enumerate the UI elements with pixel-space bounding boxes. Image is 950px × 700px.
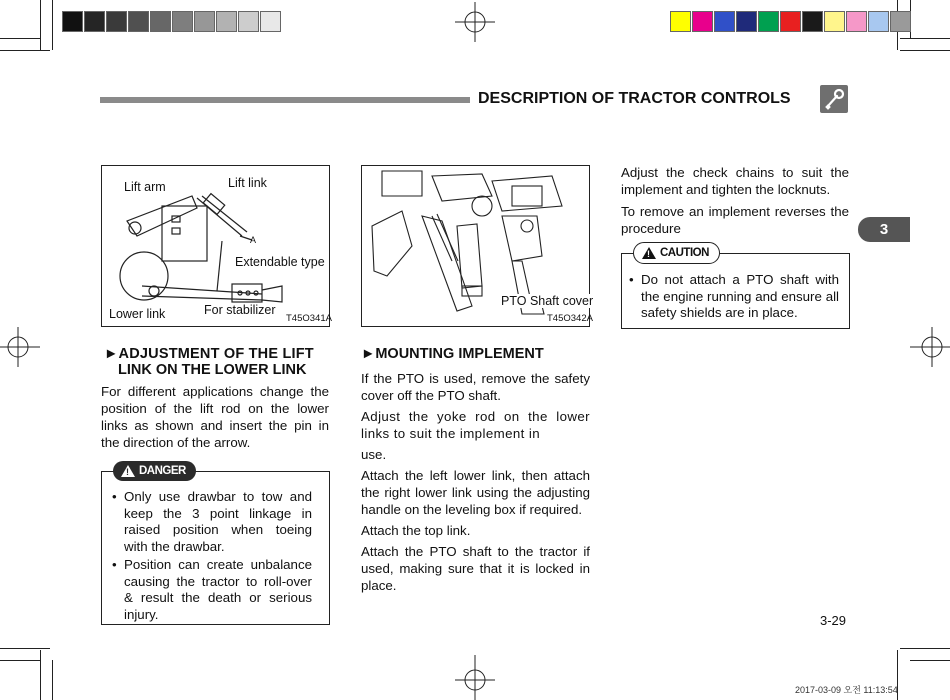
color-swatch <box>150 11 171 32</box>
label-extendable-type: Extendable type <box>235 255 325 269</box>
color-swatch <box>128 11 149 32</box>
paragraph: Attach the top link. <box>361 523 471 538</box>
color-swatch <box>692 11 713 32</box>
color-swatch <box>216 11 237 32</box>
crop-mark <box>52 660 53 700</box>
registration-target-left <box>0 327 40 367</box>
paragraph: use. <box>361 447 387 462</box>
column-body <box>621 164 849 237</box>
figure-code: T45O342A <box>547 313 593 324</box>
chapter-tab: 3 <box>858 217 910 242</box>
color-swatch <box>714 11 735 32</box>
section-body <box>361 370 590 598</box>
print-timestamp: 2017-03-09 오전 11:13:54 <box>795 685 898 695</box>
label-arrow-a: A <box>250 235 257 245</box>
warning-triangle-icon: ! <box>642 247 656 259</box>
figure-pto-shaft <box>361 165 594 327</box>
wrench-icon <box>820 85 848 113</box>
color-swatch <box>846 11 867 32</box>
color-swatch <box>890 11 911 32</box>
crop-mark <box>52 0 53 50</box>
danger-item: • Only use drawbar to tow and keep the 3 point linkage in raised position when toeing with the drawbar. <box>110 489 312 555</box>
color-swatch <box>868 11 889 32</box>
color-swatch <box>824 11 845 32</box>
color-swatch <box>84 11 105 32</box>
section-title: ►MOUNTING IMPLEMENT <box>361 346 544 362</box>
color-swatch <box>802 11 823 32</box>
label-lower-link: Lower link <box>109 307 166 321</box>
registration-target-top <box>455 2 495 42</box>
section-title-line: LINK ON THE LOWER LINK <box>118 362 307 378</box>
registration-target-right <box>910 327 950 367</box>
crop-mark <box>910 660 950 661</box>
crop-mark <box>0 648 50 649</box>
color-swatch <box>736 11 757 32</box>
figure-code: T45O341A <box>286 313 332 324</box>
paragraph: Adjust the check chains to suit the implement and tighten the locknuts. <box>621 165 849 197</box>
caution-item: • Do not attach a PTO shaft with the engine running and ensure all safety shields are in place. <box>627 272 839 322</box>
section-title <box>104 346 332 378</box>
label-pto-shaft-cover: PTO Shaft cover <box>501 294 594 308</box>
crop-mark <box>0 50 50 51</box>
color-swatch <box>780 11 801 32</box>
danger-item: • Position can create unbalance causing the tractor to roll-over & result the death or serious injury. <box>110 557 312 623</box>
danger-box <box>101 471 330 625</box>
danger-label-text: DANGER <box>139 465 186 477</box>
paragraph: Adjust the yoke rod on the lower links to suit the implement in <box>361 409 590 441</box>
color-swatch <box>62 11 83 32</box>
section-title-line: ►ADJUSTMENT OF THE LIFT <box>104 346 314 362</box>
crop-mark <box>0 38 40 39</box>
crop-mark <box>900 648 950 649</box>
registration-target-bottom <box>455 655 495 700</box>
danger-label <box>113 461 196 481</box>
color-swatch <box>260 11 281 32</box>
label-for-stabilizer: For stabilizer <box>204 303 276 317</box>
paragraph: Attach the left lower link, then attach the right lower link using the adjusting handle on the leveling box if required. <box>361 468 590 517</box>
paragraph: If the PTO is used, remove the safety cover off the PTO shaft. <box>361 371 590 403</box>
color-swatch <box>172 11 193 32</box>
crop-mark <box>40 0 41 50</box>
page-header-title: DESCRIPTION OF TRACTOR CONTROLS <box>478 90 791 107</box>
paragraph: To remove an implement reverses the procedure <box>621 204 849 236</box>
page-number: 3-29 <box>820 613 847 628</box>
header-rule <box>100 97 470 103</box>
color-swatch <box>758 11 779 32</box>
section-body: For different applications change the position of the lift rod on the lower links as shown and insert the pin in the direction of the arrow. <box>101 384 329 450</box>
label-lift-arm: Lift arm <box>124 180 166 194</box>
crop-mark <box>900 50 950 51</box>
color-swatch <box>106 11 127 32</box>
crop-mark <box>0 660 40 661</box>
color-swatch <box>194 11 215 32</box>
figure-lift-link <box>101 165 330 327</box>
caution-label-text: CAUTION <box>660 247 709 259</box>
grayscale-bar <box>62 11 282 32</box>
warning-triangle-icon: ! <box>121 465 135 477</box>
color-swatch <box>238 11 259 32</box>
paragraph: Attach the PTO shaft to the tractor if used, making sure that it is locked in place. <box>361 544 590 593</box>
crop-mark <box>40 650 41 700</box>
caution-box <box>621 253 850 329</box>
label-lift-link: Lift link <box>228 176 267 190</box>
caution-label <box>633 242 720 264</box>
color-swatch <box>670 11 691 32</box>
process-color-bar <box>670 11 912 32</box>
crop-mark <box>900 38 950 39</box>
